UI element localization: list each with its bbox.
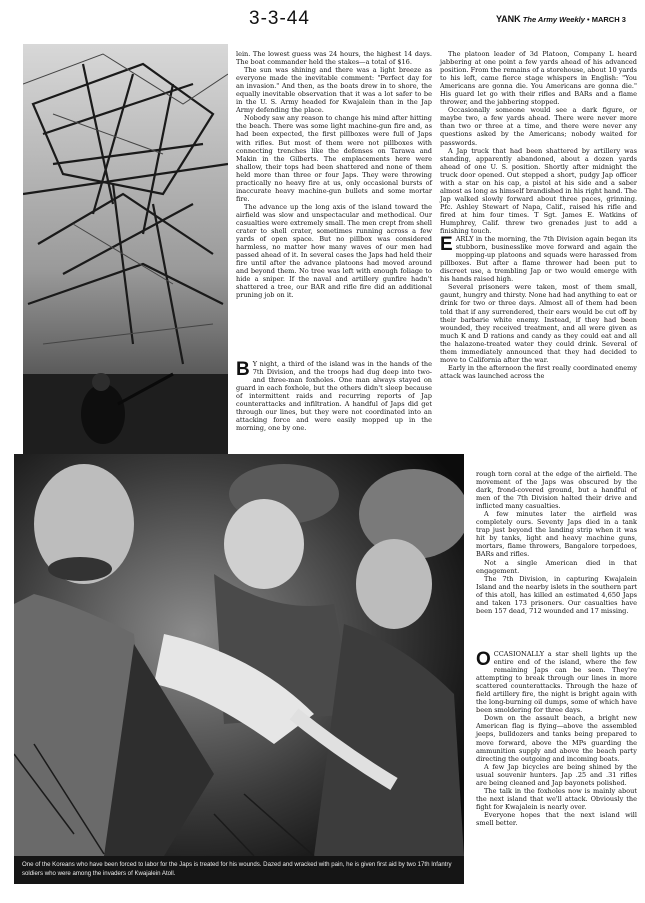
paragraph: A few Jap bicycles are being shined by the usual souvenir hunters. Jap .25 and .31 rifles are being cleaned and Jap bayonets polished. — [476, 762, 637, 787]
drop-cap: O — [476, 649, 491, 670]
article-column-right-bottom — [476, 650, 637, 827]
paragraph: Several prisoners were taken, most of them small, gaunt, hungry and thirsty. None had had anything to eat or drink for two or three days. Almost all of them had been told that if any surrendered, their ears would be cut off by their barbarie white enemy. Instead, if they had been wounded, they received treatment, and all were given as much K and D rations and candy as they could eat and all the halazone-treated water they could drink. Several of them immediately announced that they had decided to move to California after the war. — [440, 283, 637, 364]
photo-caption: One of the Koreans who have been forced to labor for the Japs is treated for his wounds. Dazed and wracked with pain, he is given first aid by two 17th Infantry soldiers who were among the invaders of Kwajalein Atoll. — [14, 856, 464, 884]
paragraph: Nobody saw any reason to change his mind after hitting the beach. There was some light machine-gun fire and, as had been expected, the first pillboxes were full of Japs with rifles. But most of them were not pillboxes with connecting trenches like the defenses on Tarawa and Makin in the Gilberts. The emplacements here were shallow, their tops had been shattered and none of them held more than three or four Japs. They were throwing practically no heavy fire at us, only occasional bursts of inaccurate heavy machine-gun bullets and some mortar fire. — [236, 114, 432, 203]
magazine-tagline: The Army Weekly — [522, 15, 585, 24]
paragraph: Occasionally someone would see a dark figure, or maybe two, a few yards ahead. There were never more than two or three at a time, and there were never any questions asked by the Americans; nobody waited for passwords. — [440, 106, 637, 147]
paragraph: The sun was shining and there was a light breeze as everyone made the inevitable comment: "Perfect day for an invasion." And then, as the boats drew in to shore, the equally inevitable observation that it was a lot safer to be in the U. S. Army headed for Kwajalein than in the Jap Army defending the place. — [236, 66, 432, 115]
paragraph: Everyone hopes that the next island will smell better. — [476, 810, 637, 827]
article-column-middle-lower — [236, 360, 432, 432]
paragraph: The advance up the long axis of the island toward the airfield was slow and unspectacular and methodical. Our casualties were extremely small. The men crept from shell crater to shell crater, sometimes running across a few yards of open space. But no pillbox was considered harmless, no matter how many waves of our men had passed ahead of it. In several cases the Japs had held their fire until after the advance platoons had moved around and beyond them. No tree was left with enough foliage to hide a sniper. If the naval and artillery gunfire hadn't shattered a tree, our BAR and rifle fire did an additional pruning job on it. — [236, 202, 432, 300]
paragraph: lein. The lowest guess was 24 hours, the highest 14 days. The boat commander held the stakes—a total of $16. — [236, 50, 432, 67]
article-column-middle — [236, 50, 432, 299]
paragraph-text: CCASIONALLY a star shell lights up the entire end of the island, where the few remaining Japs can be seen. They're attempting to break through our lines in more scattered counterattacks. Through the haze of field artillery fire, the night is bright again with the long-burning oil dumps, some of which have been smoldering for three days. — [476, 650, 637, 715]
drop-cap: B — [236, 359, 250, 380]
paragraph: The platoon leader of 3d Platoon, Company L heard jabbering at one point a few yards ahead of his advanced position. From the remains of a storehouse, about 10 yards to his left, came fierce stage whispers in English: "You Americans are gonna die. You Americans are gonna die." His guard let go with their rifles and BARs and a flame thrower, and the jabbering stopped. — [440, 50, 637, 107]
header-separator: • — [586, 15, 590, 24]
paragraph — [440, 235, 637, 283]
page-stamp: 3-3-44 — [249, 8, 310, 29]
paragraph: A Jap truck that had been shattered by artillery was standing, apparently abandoned, about a dozen yards ahead of one U. S. position. Shortly after midnight the truck door opened. Out stepped a short, pudgy Jap officer with a star on his cap, a pistol at his side and a saber almost as long as himself brandished in his right hand. The Jap walked slowly forward about three paces, grinning. Pfc. Ashley Stewart of Napa, Calif., raised his rifle and fired at him four times. T Sgt. James E. Watkins of Humphrey, Calif. threw two grenades just to add a finishing touch. — [440, 146, 637, 236]
paragraph — [476, 650, 637, 714]
paragraph — [236, 360, 432, 432]
issue-date: MARCH 3 — [591, 15, 626, 24]
first-aid-photo — [14, 454, 464, 856]
drop-cap: E — [440, 234, 453, 256]
paragraph: Early in the afternoon the first really coordinated enemy attack was launched across the — [440, 363, 637, 380]
paragraph: Not a single American died in that engagement. — [476, 558, 637, 575]
paragraph-text: Y night, a third of the island was in the hands of the 7th Division, and the troops had dug deep into two- and three-man foxholes. One man always stayed on guard in each foxhole, but the others didn't sleep because of intermittent raids and recurring reports of Jap counterattacks and infiltration. A handful of Japs did get through our lines, but they were not coordinated into an attacking force and were easily mopped up in the morning, one by one. — [236, 360, 432, 433]
page-header — [496, 14, 626, 24]
paragraph: The talk in the foxholes now is mainly about the next island that we'll attack. Obviously the fight for Kwajalein is nearly over. — [476, 786, 637, 811]
article-column-right-narrow — [476, 470, 637, 615]
magazine-name: YANK — [496, 14, 521, 24]
paragraph: A few minutes later the airfield was completely ours. Seventy Japs died in a tank trap just beyond the landing strip when it was hit by tanks, light and heavy machine guns, mortars, flame throwers, Bangalore torpedoes, BARs and rifles. — [476, 510, 637, 559]
paragraph-text: ARLY in the morning, the 7th Division again began its stubborn, businesslike move forward and again the mopping-up platoons and squads were harassed from pillboxes. But after a flame thrower had been put to discreet use, a trembling Jap or two would emerge with his hands raised high. — [440, 235, 637, 284]
battlefield-photo-top — [23, 44, 228, 454]
paragraph: Down on the assault beach, a bright new American flag is flying—above the assembled jeeps, bulldozers and tanks being prepared to move forward, above the MPs guarding the ammunition supply and above the beach party directing the outgoing and incoming boats. — [476, 714, 637, 763]
article-column-right — [440, 50, 637, 380]
paragraph: rough torn coral at the edge of the airfield. The movement of the Japs was obscured by the dark, frond-covered ground, but a handful of men of the 7th Division halted their drive and inflicted many casualties. — [476, 470, 637, 511]
paragraph: The 7th Division, in capturing Kwajalein Island and the nearby islets in the southern part of this atoll, has killed an estimated 4,650 Japs and taken 173 prisoners. Our casualties have been 157 dead, 712 wounded and 17 missing. — [476, 574, 637, 615]
